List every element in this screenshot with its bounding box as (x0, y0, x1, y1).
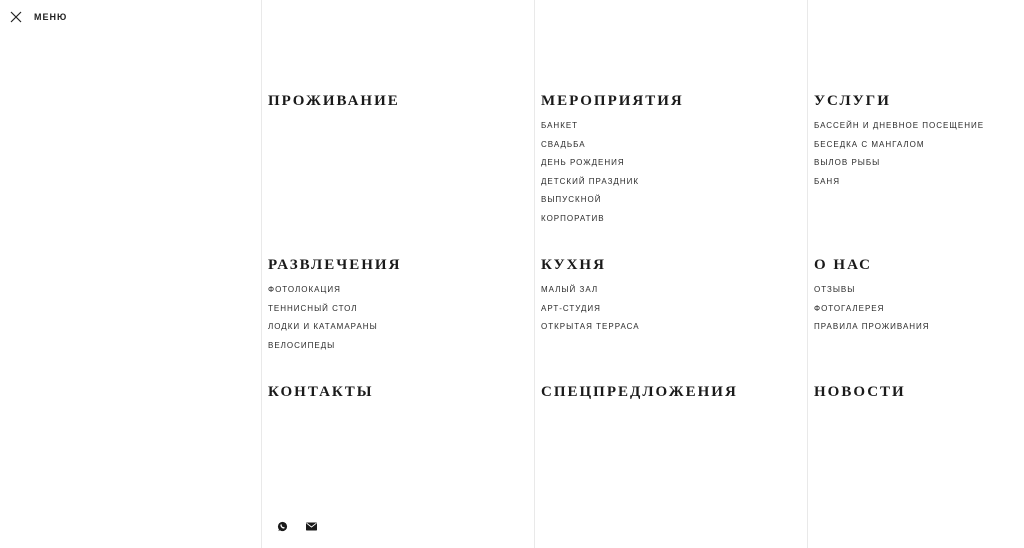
section-title-kitchen[interactable]: КУХНЯ (541, 257, 606, 273)
services-links (814, 121, 1024, 187)
column-divider (534, 0, 535, 548)
menu-link-open-terrace[interactable]: ОТКРЫТАЯ ТЕРРАСА (541, 322, 640, 332)
section-title-news[interactable]: НОВОСТИ (814, 384, 906, 400)
menu-link-rules[interactable]: ПРАВИЛА ПРОЖИВАНИЯ (814, 322, 930, 332)
social-links (276, 520, 317, 532)
about-links (814, 285, 1024, 332)
whatsapp-icon[interactable] (276, 520, 288, 532)
section-title-about[interactable]: О НАС (814, 257, 873, 273)
close-icon (10, 11, 22, 23)
section-title-special-offers[interactable]: СПЕЦПРЕДЛОЖЕНИЯ (541, 384, 738, 400)
section-title-contacts[interactable]: КОНТАКТЫ (268, 384, 374, 400)
menu-link-art-studio[interactable]: АРТ-СТУДИЯ (541, 303, 601, 313)
menu-link-kids-party[interactable]: ДЕТСКИЙ ПРАЗДНИК (541, 176, 640, 186)
menu-link-gazebo[interactable]: БЕСЕДКА С МАНГАЛОМ (814, 139, 925, 149)
events-links (541, 121, 781, 224)
section-title-events[interactable]: МЕРОПРИЯТИЯ (541, 93, 684, 109)
menu-link-bathhouse[interactable]: БАНЯ (814, 176, 840, 186)
mail-icon[interactable] (305, 520, 317, 532)
menu-link-small-hall[interactable]: МАЛЫЙ ЗАЛ (541, 285, 599, 294)
close-menu-button[interactable] (10, 10, 67, 24)
kitchen-links (541, 285, 781, 332)
section-entertainment (268, 256, 508, 359)
section-kitchen (541, 256, 781, 341)
section-news (814, 383, 1024, 401)
menu-link-photogallery[interactable]: ФОТОГАЛЕРЕЯ (814, 303, 885, 313)
menu-link-boats[interactable]: ЛОДКИ И КАТАМАРАНЫ (268, 322, 378, 332)
entertainment-links (268, 285, 508, 351)
menu-link-wedding[interactable]: СВАДЬБА (541, 139, 586, 149)
menu-link-graduation[interactable]: ВЫПУСКНОЙ (541, 195, 602, 205)
menu-link-corporate[interactable]: КОРПОРАТИВ (541, 213, 605, 223)
menu-link-banquet[interactable]: БАНКЕТ (541, 121, 579, 130)
menu-link-fishing[interactable]: ВЫЛОВ РЫБЫ (814, 158, 881, 168)
section-contacts (268, 383, 508, 401)
column-divider (261, 0, 262, 548)
column-divider (807, 0, 808, 548)
section-title-entertainment[interactable]: РАЗВЛЕЧЕНИЯ (268, 257, 402, 273)
section-title-accommodation[interactable]: ПРОЖИВАНИЕ (268, 93, 400, 109)
section-services (814, 92, 1024, 195)
menu-link-pool[interactable]: БАССЕЙН И ДНЕВНОЕ ПОСЕЩЕНИЕ (814, 121, 985, 130)
menu-link-table-tennis[interactable]: ТЕННИСНЫЙ СТОЛ (268, 303, 358, 313)
menu-link-reviews[interactable]: ОТЗЫВЫ (814, 285, 856, 294)
menu-label: МЕНЮ (34, 12, 68, 22)
section-special-offers (541, 383, 781, 401)
section-accommodation (268, 92, 508, 110)
menu-link-bicycles[interactable]: ВЕЛОСИПЕДЫ (268, 340, 336, 350)
section-events (541, 92, 781, 233)
menu-link-photolocation[interactable]: ФОТОЛОКАЦИЯ (268, 285, 341, 294)
section-about (814, 256, 1024, 341)
section-title-services[interactable]: УСЛУГИ (814, 93, 891, 109)
menu-link-birthday[interactable]: ДЕНЬ РОЖДЕНИЯ (541, 158, 625, 168)
